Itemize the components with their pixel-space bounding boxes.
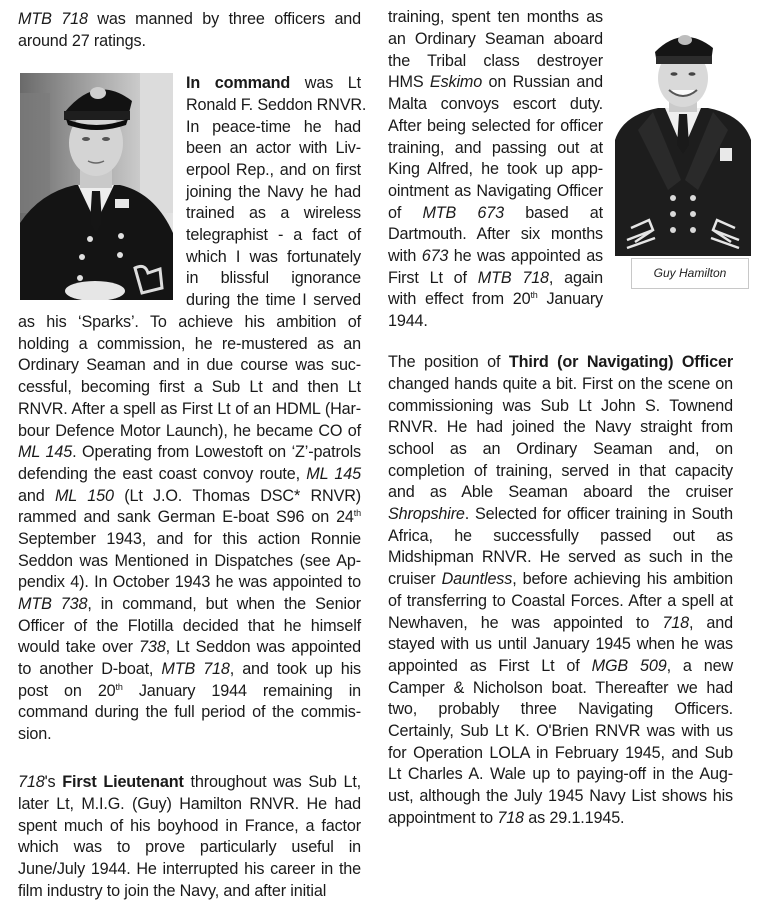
intro-line-1: MTB 718 was manned by three officers and [18, 10, 362, 28]
command-line-1: In command was Lt [186, 74, 362, 92]
role-heading: First Lieutenant [62, 773, 184, 791]
officer-portrait-icon [613, 30, 753, 256]
command-full-line-5: RNVR. After a spell as First Lt of an HDML (Har- [18, 400, 361, 418]
continuation-line-3: the Tribal class destroyer [388, 52, 603, 70]
first-lt-line-6: film industry to join the Navy, and after initial [18, 882, 327, 900]
command-full-line-10: rammed and sank German E-boat S96 on 24th [18, 508, 361, 526]
third-officer-line-14: stayed with us until January 1945 when he was [388, 635, 733, 653]
command-line-8: telegraphist - a fact of [186, 226, 361, 244]
third-officer-line-22: appointment to 718 as 29.1.1945. [388, 809, 625, 827]
continuation-line-4: HMS Eskimo on Russian and [388, 73, 603, 91]
command-full-line-9: and ML 150 (Lt J.O. Thomas DSC* RNVR) [18, 487, 361, 505]
command-full-line-4: cessful, becoming first a Sub Lt and then Lt [18, 378, 361, 396]
command-line-11: during the time I served [186, 291, 361, 309]
first-lt-line-2: later Lt, M.I.G. (Guy) Hamilton RNVR. He had [18, 795, 361, 813]
command-full-line-17: to another D-boat, MTB 718, and took up his [18, 660, 361, 678]
third-officer-line-20: Lt Charles A. Wale up to paying-off in the Aug- [388, 765, 733, 783]
command-full-line-14: MTB 738, in command, but when the Senior [18, 595, 362, 613]
command-line-3: In peace-time he had [186, 118, 361, 136]
command-line-2: Ronald F. Seddon RNVR. [186, 96, 367, 114]
third-officer-line-10: Midshipman RNVR. He served as such in the [388, 548, 733, 566]
continuation-line-14: with effect from 20th January [388, 290, 604, 308]
command-full-line-7: ML 145. Operating from Lowestoft on ‘Z’-patrols [18, 443, 361, 461]
third-officer-line-3: commissioning was Sub Lt John S. Townend [388, 397, 733, 415]
third-officer-line-21: ust, although the July 1945 Navy List shows his [388, 787, 733, 805]
continuation-line-6: After being selected for officer [388, 117, 603, 135]
command-line-4: been an actor with Liv- [186, 139, 361, 157]
command-line-10: in blissful ignorance [186, 269, 361, 287]
command-line-9: which I was fortunately [186, 248, 361, 266]
command-full-line-11: September 1943, and for this action Ronnie [18, 530, 361, 548]
continuation-line-15: 1944. [388, 312, 428, 330]
third-officer-line-15: appointed as First Lt of MGB 509, a new [388, 657, 733, 675]
third-officer-line-5: school as an Ordinary Seaman and, on [388, 440, 733, 458]
intro-line-2: around 27 ratings. [18, 32, 146, 50]
continuation-line-5: Malta convoys escort duty. [388, 95, 603, 113]
third-officer-line-12: of transferring to Coastal Forces. After a spell at [388, 592, 733, 610]
hamilton-photo [613, 30, 753, 256]
seddon-photo [20, 73, 173, 300]
third-officer-line-9: Africa, he successfully passed out as [388, 527, 733, 545]
third-officer-line-13: Newhaven, he was appointed to 718, and [388, 614, 733, 632]
officer-portrait-icon [20, 73, 173, 300]
continuation-line-2: an Ordinary Seaman aboard [388, 30, 603, 48]
continuation-line-8: King Alfred, he took up app- [388, 160, 603, 178]
command-full-line-6: bour Defence Motor Launch), he became CO of [18, 422, 361, 440]
vessel-name: MTB 718 [18, 10, 88, 28]
command-full-line-8: defending the east coast convoy route, ML 145 [18, 465, 361, 483]
continuation-line-12: with 673 he was appointed as [388, 247, 603, 265]
third-officer-line-11: cruiser Dauntless, before achieving his ambition [388, 570, 733, 588]
role-heading: In command [186, 74, 291, 92]
third-officer-line-4: RNVR. He had joined the Navy straight from [388, 418, 733, 436]
third-officer-line-18: Certainly, Sub Lt K. O'Brien RNVR was with us [388, 722, 733, 740]
continuation-line-7: training, and passing out at [388, 139, 603, 157]
continuation-line-13: First Lt of MTB 718, again [388, 269, 603, 287]
command-full-line-18: post on 20th January 1944 remaining in [18, 682, 361, 700]
third-officer-line-6: completion of training, served in that capacity [388, 462, 733, 480]
continuation-line-9: ointment as Navigating Officer [388, 182, 603, 200]
command-line-5: erpool Rep., and on first [186, 161, 361, 179]
command-line-7: trained as a wireless [186, 204, 361, 222]
continuation-line-1: training, spent ten months as [388, 8, 603, 26]
first-lt-line-5: June/July 1944. He interrupted his career in the [18, 860, 361, 878]
command-full-line-13: pendix 4). In October 1943 he was appointed to [18, 573, 361, 591]
continuation-line-10: of MTB 673 based at [388, 204, 603, 222]
command-full-line-20: sion. [18, 725, 52, 743]
third-officer-line-8: Shropshire. Selected for officer training in South [388, 505, 733, 523]
command-full-line-3: Ordinary Seaman and in due course was suc- [18, 356, 361, 374]
command-full-line-19: command during the full period of the commis- [18, 703, 361, 721]
third-officer-line-19: for Operation LOLA in February 1945, and Sub [388, 744, 733, 762]
role-heading: Third (or Navigating) Officer [508, 353, 733, 371]
first-lt-line-1: 718's First Lieutenant throughout was Sub Lt, [18, 773, 362, 791]
third-officer-line-16: Camper & Nicholson boat. Thereafter we had [388, 679, 733, 697]
first-lt-line-3: spent much of his boyhood in France, a factor [18, 817, 361, 835]
command-line-6: joining the Navy he had [186, 183, 361, 201]
command-full-line-15: Officer of the Flotilla decided that he himself [18, 617, 361, 635]
third-officer-line-17: two, probably three Navigating Officers. [388, 700, 733, 718]
command-full-line-2: holding a commission, he re-mustered as an [18, 335, 361, 353]
third-officer-line-2: changed hands quite a bit. First on the scene on [388, 375, 733, 393]
command-full-line-12: Seddon was Mentioned in Dispatches (see Ap- [18, 552, 361, 570]
third-officer-line-7: and as Able Seaman aboard the cruiser [388, 483, 733, 501]
command-full-line-16: would take over 738, Lt Seddon was appointed [18, 638, 361, 656]
photo-caption: Guy Hamilton [631, 258, 749, 289]
continuation-line-11: Dartmouth. After six months [388, 225, 603, 243]
first-lt-line-4: which was to prove particularly useful in [18, 838, 361, 856]
third-officer-line-1: The position of Third (or Navigating) Officer [388, 353, 733, 371]
command-full-line-1: as his ‘Sparks’. To achieve his ambition of [18, 313, 361, 331]
